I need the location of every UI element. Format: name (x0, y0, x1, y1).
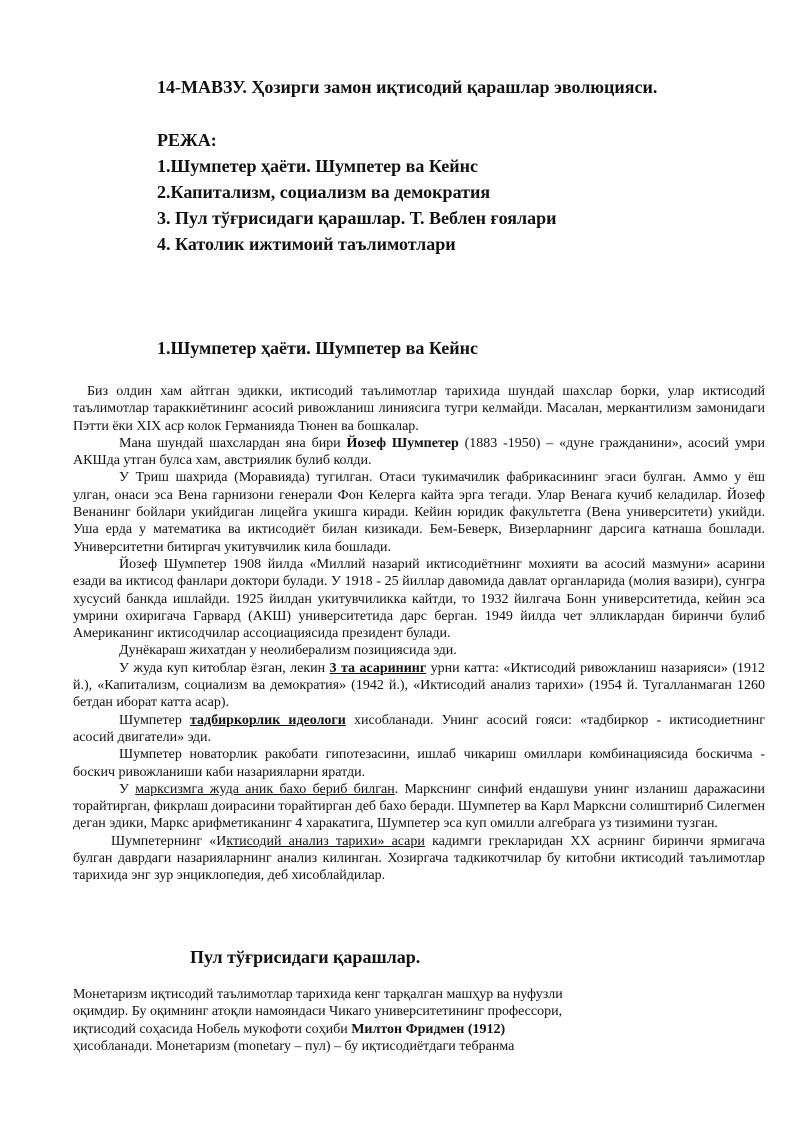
text-line: иқтисодий соҳасида Нобель мукофоти соҳиби Милтон Фридмен (1912) (73, 1021, 506, 1037)
section-body (73, 383, 765, 885)
text-line: ҳисобланади. Монетаризм (monetary – пул) – бу иқтисодиётдаги тебранма (73, 1038, 515, 1054)
paragraph: Шумпетер тадбиркорлик идеологи хисобланади. Унинг асосий гояси: «тадбиркор - иктисодиетнинг асосий двигатели» эди. (73, 712, 766, 745)
emphasis-text: 3 та асарининг (329, 660, 427, 676)
section-heading: Пул тўғрисидаги қарашлар. (190, 947, 421, 967)
paragraph: У Триш шахрида (Моравияда) тугилган. Отаси тукимачилик фабрикасининг эгаси булган. Аммо у ёш улган, онаси эса Вена гарнизони генерали Фон Келерга кайта эрга тегади. Улар Венага кучиб келадилар. Йозеф Венанинг бойлари укийдиган лицейга укишга киради. Кейин юридик факультетга (Вена университети) укийди. Уша ерда у математика ва иктисодиёт билан кизикади. Бем-Беверк, Визерларнинг дарсига катнаша бошлади. Университетни битиргач укитувчилик кила бошлади. (73, 470, 765, 555)
paragraph: Шумпетернинг «Иктисодий анализ тарихи» асари кадимги грекларидан XX асрнинг биринчи ярмигача булган даврдаги назарияларнинг анализ килинган. Хозиргача тадкикотчилар бу китобни иктисодий таълимотлар тарихида энг зур энциклопедия, деб хисоблайдилар. (73, 833, 765, 884)
document-title: 14-МАВЗУ. Ҳозирги замон иқтисодий қарашлар эволюцияси. (157, 77, 658, 97)
plan-item: 4. Католик ижтимоий таълимотлари (157, 234, 456, 254)
plan-item: 3. Пул тўғрисидаги қарашлар. Т. Веблен ғоялари (157, 208, 557, 228)
underlined-text: марксизмга жуда аник бахо бериб билган (135, 781, 395, 797)
section-body (73, 986, 603, 1055)
plan-item: 1.Шумпетер ҳаёти. Шумпетер ва Кейнс (157, 156, 478, 176)
plan-heading: РЕЖА: (157, 130, 217, 150)
paragraph: Мана шундай шахслардан яна бири Йозеф Шумпетер (1883 -1950) – «дуне гражданини», асосий умри АКШда утган булса хам, австриялик булиб колди. (73, 435, 765, 469)
paragraph: Йозеф Шумпетер 1908 йилда «Миллий назарий иктисодиётнинг мохияти ва асосий мазмуни» асарини езади ва иктисод фанлари доктори булади. У 1918 - 25 йиллар давомида давлат органларида (молия вазири), сунгра хусусий банкда ишлайди. 1925 йилдан укитувчиликка кайтди, то 1932 йилгача Бонн университетида, кейин эса умрини охиригача Гарвард (АКШ) университетида дарс берган. 1949 йилда чет элликлардан биринчи булиб Американинг иктисодчилар ассоциациясида президент булади. (73, 556, 765, 642)
person-name: Милтон Фридмен (1912) (351, 1021, 506, 1037)
paragraph: Дунёкараш жихатдан у неолиберализм позициясида эди. (119, 643, 457, 659)
person-name: Йозеф Шумпетер (346, 435, 459, 451)
paragraph: У марксизмга жуда аник бахо бериб билган. Маркснинг синфий ендашуви унинг изланиш даражасини торайтирган, фикрлаш доирасини торайтирган деб бахо беради. Шумпетер ва Карл Марксни солиштириб Силегмен деган эдики, Маркс арифметиканинг 4 харакатига, Шумпетер эса куп омилли алгебрага уз тизимини тузган. (73, 781, 765, 832)
emphasis-text: тадбиркорлик идеологи (189, 712, 346, 728)
paragraph: У жуда куп китоблар ёзган, лекин 3 та асарининг урни катта: «Иктисодий ривожланиш назарияси» (1912 й.), «Капитализм, социализм ва демократия» (1942 й.), «Иктисодий анализ тарихи» (1954 й. Тугалланмаган 1260 бетдан иборат катта асар). (73, 660, 765, 711)
underlined-text: ктисодий анализ тарихи» асари (226, 833, 425, 849)
paragraph: Биз олдин хам айтган эдикки, иктисодий таълимотлар тарихида шундай шахслар борки, улар иктисодий таълимотлар тараккиётининг асосий ривожланиш линиясига тугри келмайди. Масалан, меркантилизм замонидаги Пэтти ёки XIX аср колок Германияда Тюнен ва бошкалар. (73, 384, 765, 434)
section-heading: 1.Шумпетер ҳаёти. Шумпетер ва Кейнс (157, 338, 478, 358)
text-line: Монетаризм иқтисодий таълимотлар тарихида кенг тарқалган машҳур ва нуфузли (73, 987, 563, 1002)
text-line: оқимдир. Бу оқимнинг атоқли намояндаси Чикаго университетининг профессори, (73, 1004, 563, 1020)
paragraph: Шумпетер новаторлик ракобати гипотезасини, ишлаб чикариш омиллари комбинациясида боскичма - боскич ривожланиши каби назарияларни яратди. (73, 747, 765, 780)
plan-item: 2.Капитализм, социализм ва демократия (157, 182, 491, 202)
